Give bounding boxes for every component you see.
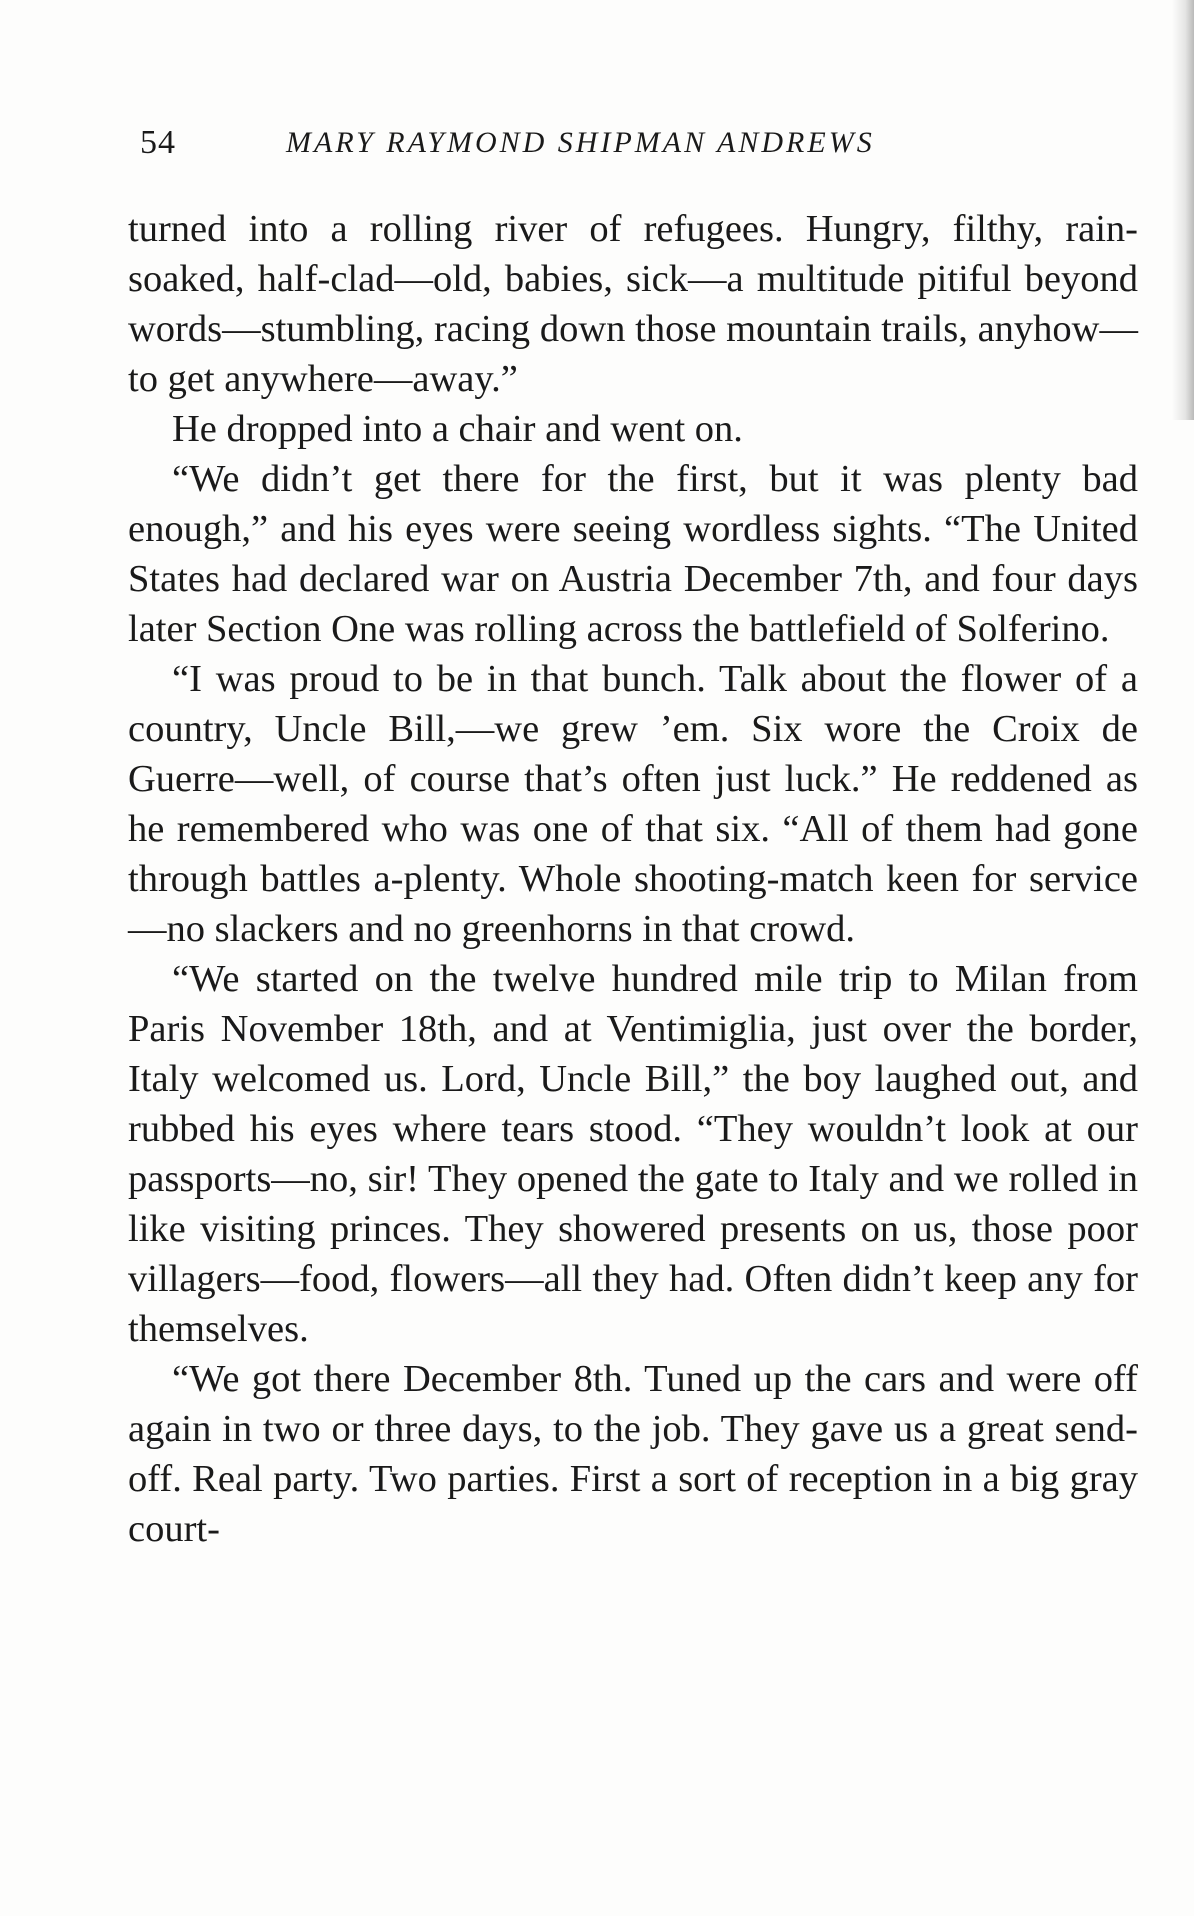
paragraph: “We didn’t get there for the first, but it was plenty bad enough,” and his eyes were seeing wordless sights. “The United States had declared war on Austria December 7th, and four days later Section One was rolling across the battlefield of Solferino. [128, 458, 1138, 650]
running-head [140, 124, 1090, 170]
paragraph: turned into a rolling river of refugees. Hungry, filthy, rain-soaked, half-clad—old, babies, sick—a multitude pitiful beyond words—stumbling, racing down those mountain trails, anyhow—to get anywhere—away.” [128, 208, 1138, 400]
page-number: 54 [140, 124, 176, 161]
body-text [128, 204, 1138, 1554]
running-title: MARY RAYMOND SHIPMAN ANDREWS [286, 126, 875, 159]
scan-edge-shadow [1172, 0, 1194, 420]
paragraph: “We got there December 8th. Tuned up the cars and were off again in two or three days, to the job. They gave us a great send-off. Real party. Two parties. First a sort of reception in a big gray court- [128, 1358, 1138, 1550]
paragraph: “I was proud to be in that bunch. Talk about the flower of a country, Uncle Bill,—we grew ’em. Six wore the Croix de Guerre—well, of course that’s often just luck.” He reddened as he remembered who was one of that six. “All of them had gone through battles a-plenty. Whole shooting-match keen for service—no slackers and no greenhorns in that crowd. [128, 658, 1138, 950]
paragraph: He dropped into a chair and went on. [172, 408, 743, 450]
paragraph: “We started on the twelve hundred mile trip to Milan from Paris November 18th, and at Ventimiglia, just over the border, Italy welcomed us. Lord, Uncle Bill,” the boy laughed out, and rubbed his eyes where tears stood. “They wouldn’t look at our passports—no, sir! They opened the gate to Italy and we rolled in like visiting princes. They showered presents on us, those poor villagers—food, flowers—all they had. Often didn’t keep any for themselves. [128, 958, 1138, 1350]
